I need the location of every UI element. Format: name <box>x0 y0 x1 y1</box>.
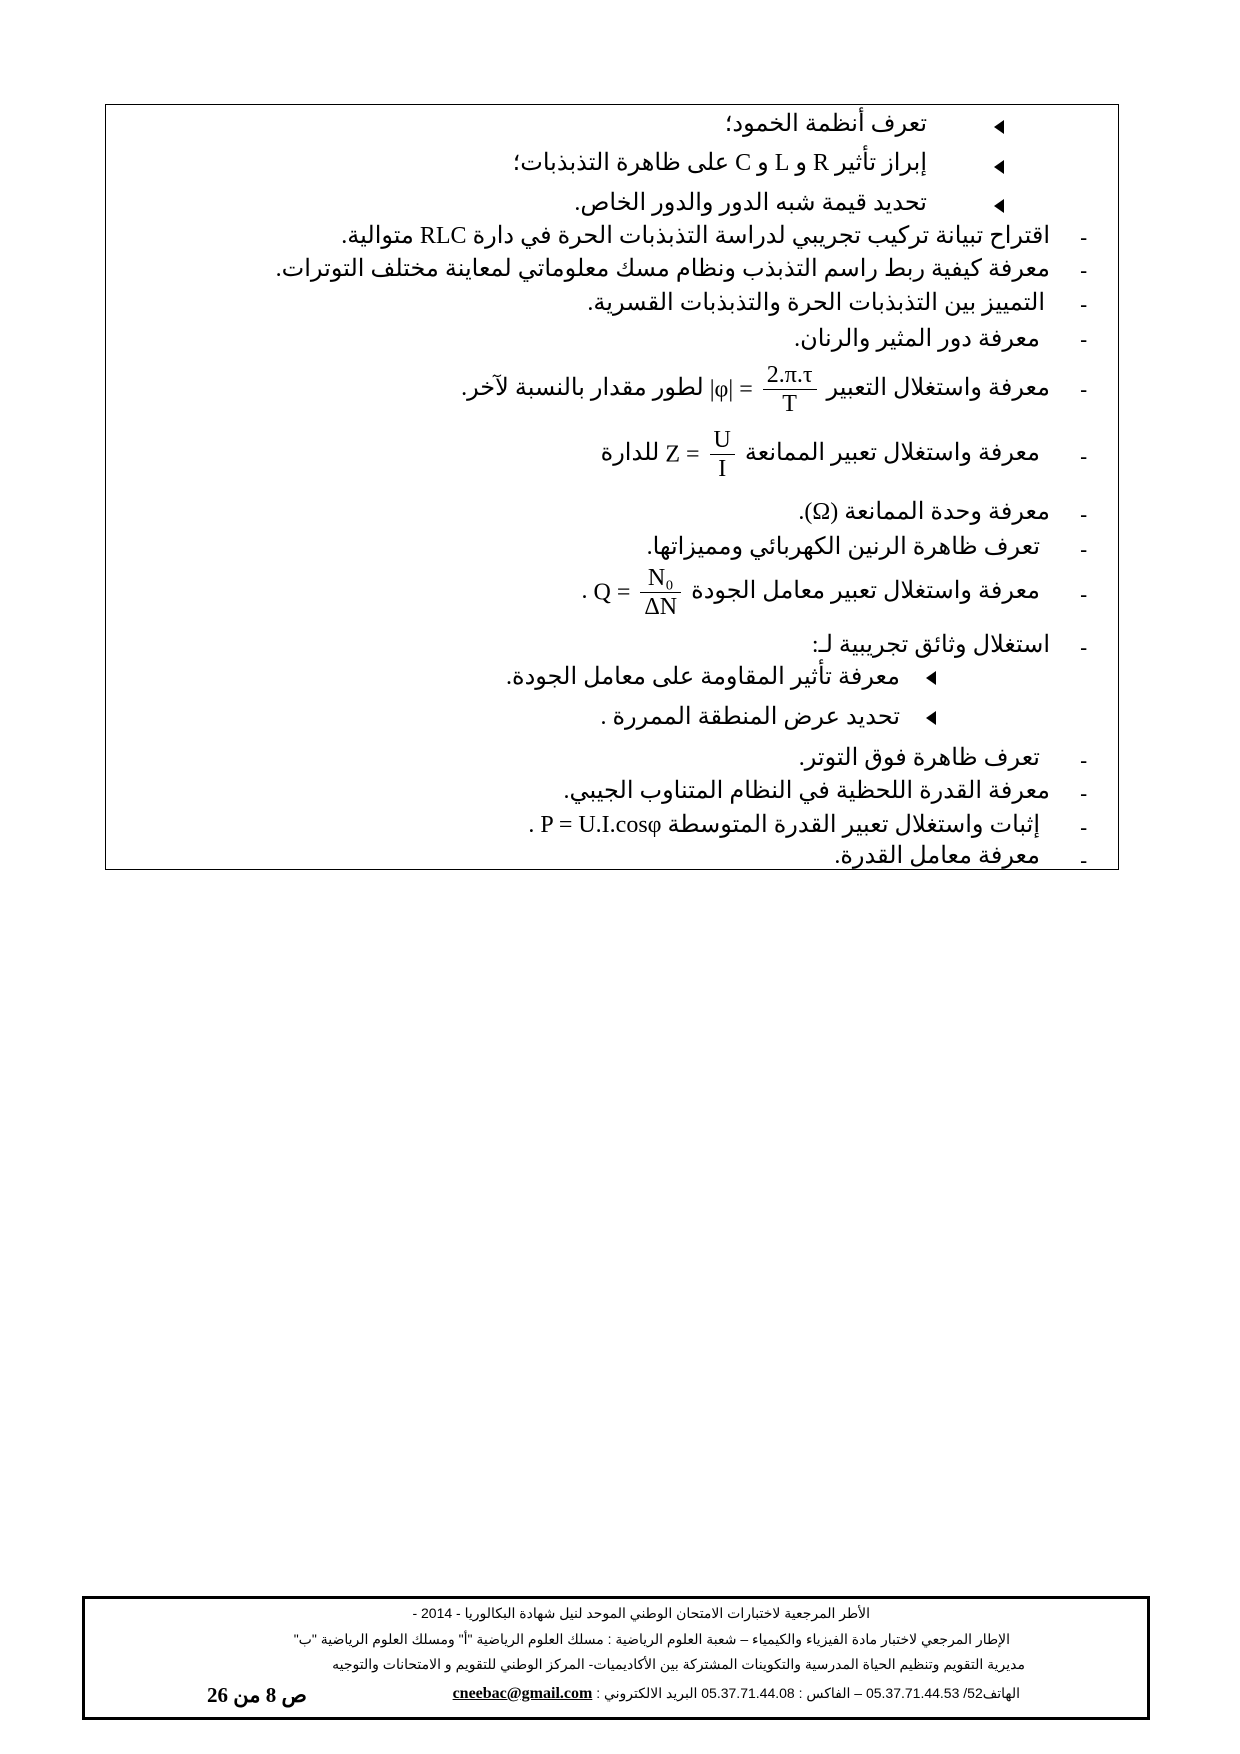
list-item: تعرف ظاهرة فوق التوتر. <box>798 745 1040 771</box>
list-item-phase-formula: معرفة واستغلال التعبير |φ| = $\frac{2.\pi.\tau}{T}$ لطور مقدار بالنسبة لآخر. <box>461 361 1050 417</box>
list-item: معرفة معامل القدرة. <box>834 843 1040 869</box>
bullet-triangle-icon <box>926 671 936 685</box>
footer-contact: الهاتف52/ 05.37.71.44.53 – الفاكس : 05.37.71.44.08 البريد الالكتروني : cneebac@gmail.com <box>452 1685 1020 1702</box>
dash-bullet: - <box>1080 582 1088 607</box>
footer-title: الأطر المرجعية لاختبارات الامتحان الوطني الموحد لنيل شهادة البكالوريا - 2014 - <box>412 1605 870 1621</box>
impedance-formula: Z = $\frac{U}{I}$ <box>665 425 739 483</box>
dash-bullet: - <box>1080 635 1088 660</box>
list-item: معرفة دور المثير والرنان. <box>794 326 1040 352</box>
list-item: اقتراح تبيانة تركيب تجريبي لدراسة التذبذبات الحرة في دارة RLC متوالية. <box>341 223 1050 249</box>
footer-directorate: مديرية التقويم وتنظيم الحياة المدرسية والتكوينات المشتركة بين الأكاديميات- المركز الوطني للتقويم و الامتحانات والتوجيه <box>332 1656 1025 1672</box>
list-item-impedance: معرفة واستغلال تعبير الممانعة Z = $\frac{U}{I}$ للدارة <box>600 426 1040 482</box>
dash-bullet: - <box>1080 225 1088 250</box>
sub-item: معرفة تأثير المقاومة على معامل الجودة. <box>506 664 900 690</box>
dash-bullet: - <box>1080 748 1088 773</box>
bullet-triangle-icon <box>994 160 1004 174</box>
bullet-triangle-icon <box>994 199 1004 213</box>
dash-bullet: - <box>1080 537 1088 562</box>
dash-bullet: - <box>1080 781 1088 806</box>
sub-item: تحديد عرض المنطقة الممررة . <box>600 704 900 730</box>
list-item: استغلال وثائق تجريبية لـ: <box>811 632 1050 658</box>
dash-bullet: - <box>1080 258 1088 283</box>
bullet-triangle-icon <box>994 120 1004 134</box>
average-power-formula: P = U.I.cosφ <box>540 812 662 838</box>
sub-item: إبراز تأثير R و L و C على ظاهرة التذبذبات؛ <box>512 150 927 176</box>
sub-item: تحديد قيمة شبه الدور والدور الخاص. <box>574 190 927 216</box>
footer-subject: الإطار المرجعي لاختبار مادة الفيزياء والكيمياء – شعبة العلوم الرياضية : مسلك العلوم الرياضية "أ" ومسلك العلوم الرياضية "ب" <box>293 1631 1010 1647</box>
bullet-triangle-icon <box>926 711 936 725</box>
dash-bullet: - <box>1080 377 1088 402</box>
dash-bullet: - <box>1080 327 1088 352</box>
page-number: ص 8 من 26 <box>207 1683 307 1707</box>
list-item: التمييز بين التذبذبات الحرة والتذبذبات القسرية. <box>587 290 1045 316</box>
email-link[interactable]: cneebac@gmail.com <box>452 1685 593 1702</box>
dash-bullet: - <box>1080 292 1088 317</box>
dash-bullet: - <box>1080 815 1088 840</box>
list-item: تعرف ظاهرة الرنين الكهربائي ومميزاتها. <box>646 534 1040 560</box>
list-item: معرفة وحدة الممانعة (Ω). <box>798 499 1050 525</box>
dash-bullet: - <box>1080 848 1088 873</box>
quality-factor-formula: Q = $\frac{\text{N₀}}{\Delta N}$ <box>594 563 686 621</box>
list-item-average-power: إثبات واستغلال تعبير القدرة المتوسطة P = U.I.cosφ . <box>528 812 1040 838</box>
list-item: معرفة كيفية ربط راسم التذبذب ونظام مسك معلوماتي لمعاينة مختلف التوترات. <box>275 256 1050 282</box>
list-item-quality-factor: معرفة واستغلال تعبير معامل الجودة Q = $\frac{\text{N₀}}{\Delta N}$ . <box>581 564 1040 620</box>
sub-item: تعرف أنظمة الخمود؛ <box>724 111 927 137</box>
dash-bullet: - <box>1080 444 1088 469</box>
list-item: معرفة القدرة اللحظية في النظام المتناوب الجيبي. <box>563 778 1050 804</box>
phase-formula: |φ| = $\frac{2.\pi.\tau}{T}$ <box>710 360 821 418</box>
dash-bullet: - <box>1080 502 1088 527</box>
